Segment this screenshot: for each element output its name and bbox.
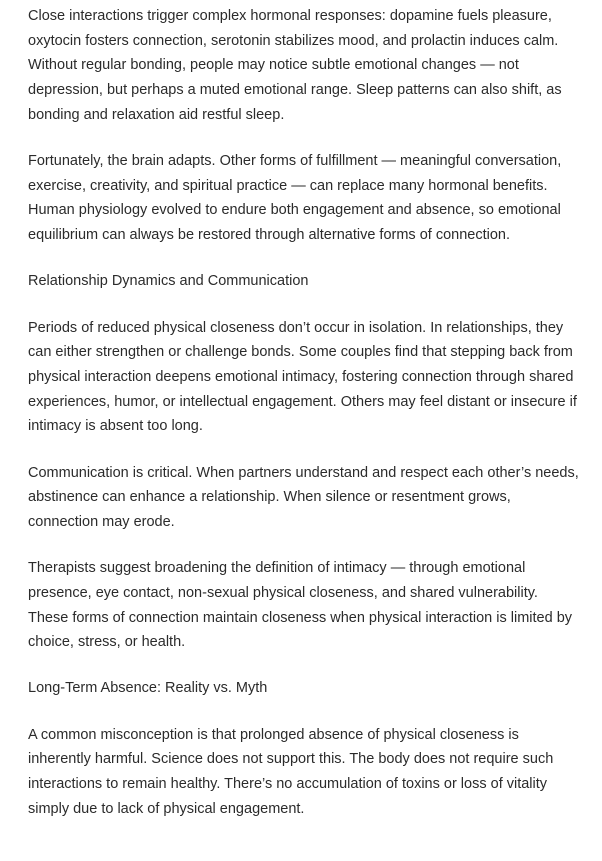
paragraph-therapists: Therapists suggest broadening the definition of intimacy — through emotional presence, eye contact, non-sexual physical closeness, and shared vulnerability. These forms of connection maintain closeness when physical interaction is limited by choice, stress, or health.	[28, 560, 573, 651]
paragraph-misconception: A common misconception is that prolonged absence of physical closeness is inherently harmful. Science does not support this. The body does not require such interactions to remain healthy. There’s no accumulation of toxins or loss of vitality simply due to lack of physical engagement.	[28, 726, 554, 817]
article-body	[28, 4, 580, 843]
paragraph-hormonal-responses: Close interactions trigger complex hormonal responses: dopamine fuels pleasure, oxytocin fosters connection, serotonin stabilizes mood, and prolactin induces calm. Without regular bonding, people may notice subtle emotional changes — not depression, but perhaps a muted emotional range. Sleep patterns can also shift, as bonding and relaxation aid restful sleep.	[28, 8, 562, 123]
paragraph-communication: Communication is critical. When partners understand and respect each other’s needs, abstinence can enhance a relationship. When silence or resentment grows, connection may erode.	[28, 464, 579, 530]
paragraph-brain-adapts: Fortunately, the brain adapts. Other forms of fulfillment — meaningful conversation, exercise, creativity, and spiritual practice — can replace many hormonal benefits. Human physiology evolved to endure both engagement and absence, so emotional equilibrium can always be restored through alternative forms of connection.	[28, 153, 562, 244]
paragraph-reduced-closeness: Periods of reduced physical closeness don’t occur in isolation. In relationships, they can either strengthen or challenge bonds. Some couples find that stepping back from physical interaction deepens emotional intimacy, fostering connection through shared experiences, humor, or intellectual engagement. Others may feel distant or insecure if intimacy is absent too long.	[28, 319, 577, 435]
section-heading-relationship-dynamics: Relationship Dynamics and Communication	[28, 273, 309, 290]
section-heading-long-term-absence: Long-Term Absence: Reality vs. Myth	[28, 680, 268, 697]
